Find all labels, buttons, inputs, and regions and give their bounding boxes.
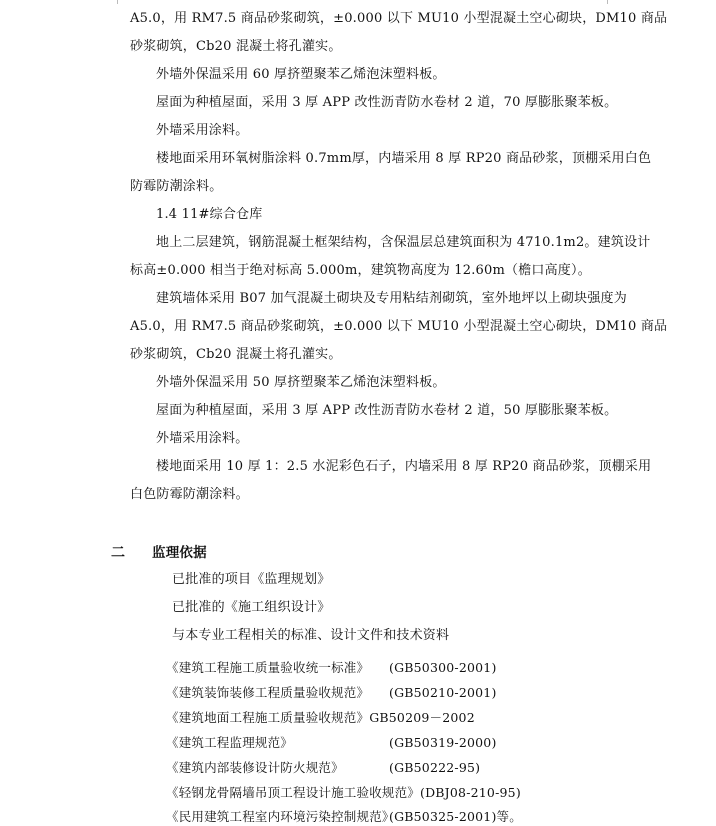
basis-item: 已批准的项目《监理规划》	[172, 572, 331, 587]
body-line: 外墙外保温采用 60 厚挤塑聚苯乙烯泡沫塑料板。	[156, 67, 446, 82]
body-line: 地上二层建筑，钢筋混凝土框架结构，含保温层总建筑面积为 4710.1m2。建筑设计	[156, 235, 651, 250]
reference-code: (GB50325-2001)等。	[389, 809, 522, 824]
body-line: 防霉防潮涂料。	[130, 179, 223, 194]
body-line: 标高±0.000 相当于绝对标高 5.000m，建筑物高度为 12.60m（檐口高度）。	[130, 263, 591, 278]
section-number: 二	[111, 545, 126, 561]
reference-code: (GB50300-2001)	[389, 660, 497, 675]
page-corner-left	[95, 0, 118, 4]
reference-code: (GB50210-2001)	[389, 685, 497, 700]
body-line: 屋面为种植屋面，采用 3 厚 APP 改性沥青防水卷材 2 道，50 厚膨胀聚苯板。	[156, 403, 618, 418]
reference-name: 《建筑装饰装修工程质量验收规范》	[166, 685, 370, 700]
reference-name: 《建筑内部装修设计防火规范》	[166, 760, 344, 775]
reference-code: (GB50222-95)	[389, 760, 481, 775]
body-line: 楼地面采用 10 厚 1：2.5 水泥彩色石子，内墙采用 8 厚 RP20 商品砂浆，顶棚采用	[156, 459, 652, 474]
body-line: 砂浆砌筑，Cb20 混凝土将孔灌实。	[130, 347, 342, 362]
body-line: 外墙外保温采用 50 厚挤塑聚苯乙烯泡沫塑料板。	[156, 375, 446, 390]
basis-item: 已批准的《施工组织设计》	[172, 600, 331, 615]
reference-name: 《建筑地面工程施工质量验收规范》GB50209－2002	[166, 710, 475, 725]
body-line: 屋面为种植屋面，采用 3 厚 APP 改性沥青防水卷材 2 道，70 厚膨胀聚苯板。	[156, 95, 618, 110]
reference-name: 《民用建筑工程室内环境污染控制规范》	[166, 809, 395, 824]
reference-name: 《轻钢龙骨隔墙吊顶工程设计施工验收规范》(DBJ08-210-95)	[166, 785, 521, 800]
body-line: A5.0，用 RM7.5 商品砂浆砌筑，±0.000 以下 MU10 小型混凝土空心砌块，DM10 商品	[130, 11, 668, 26]
subsection-heading: 1.4 11#综合仓库	[156, 207, 263, 222]
basis-item: 与本专业工程相关的标准、设计文件和技术资料	[172, 628, 450, 643]
page-corner-right	[607, 0, 630, 4]
body-line: A5.0，用 RM7.5 商品砂浆砌筑，±0.000 以下 MU10 小型混凝土空心砌块，DM10 商品	[130, 319, 668, 334]
section-title: 监理依据	[152, 545, 207, 561]
body-line: 外墙采用涂料。	[156, 123, 249, 138]
body-line: 砂浆砌筑，Cb20 混凝土将孔灌实。	[130, 39, 342, 54]
body-line: 外墙采用涂料。	[156, 431, 249, 446]
reference-name: 《建筑工程施工质量验收统一标准》	[166, 660, 370, 675]
body-line: 白色防霉防潮涂料。	[130, 487, 249, 502]
reference-code: (GB50319-2000)	[389, 735, 497, 750]
body-line: 楼地面采用环氧树脂涂料 0.7mm厚，内墙采用 8 厚 RP20 商品砂浆，顶棚采用白色	[156, 151, 652, 166]
reference-name: 《建筑工程监理规范》	[166, 735, 294, 750]
body-line: 建筑墙体采用 B07 加气混凝土砌块及专用粘结剂砌筑，室外地坪以上砌块强度为	[156, 291, 627, 306]
